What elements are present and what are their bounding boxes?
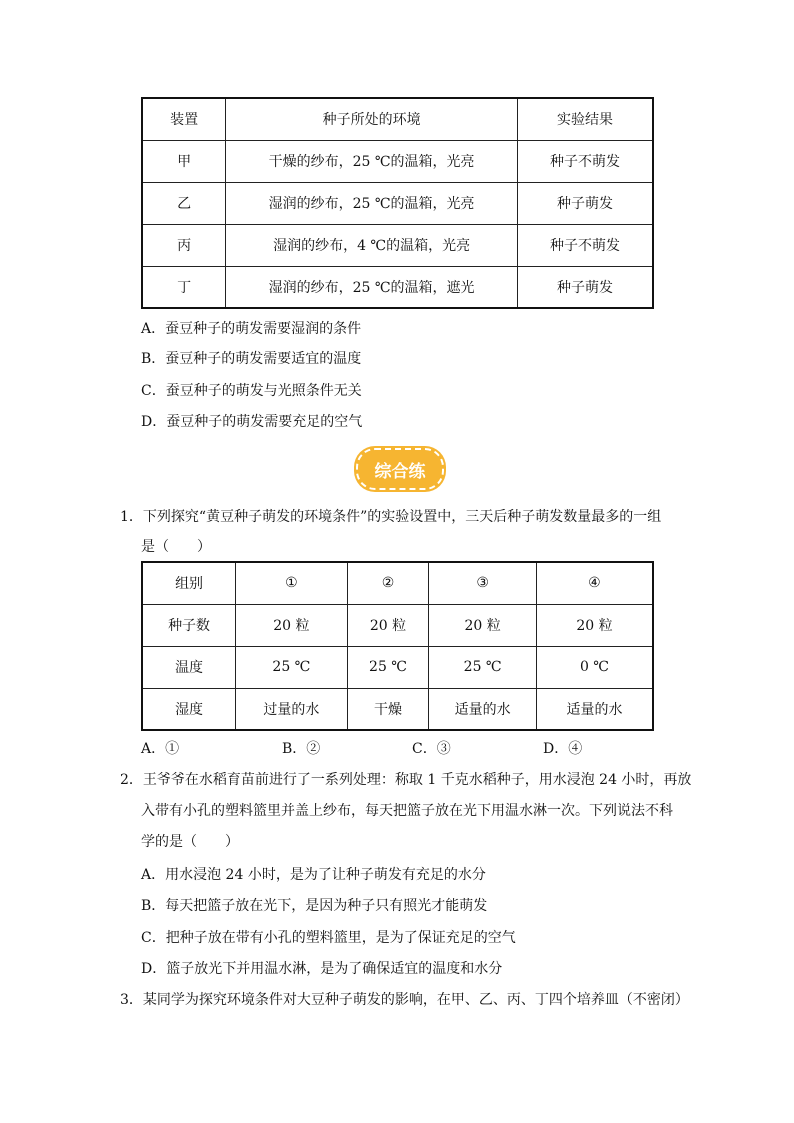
q2-option-d: D．篮子放光下并用温水淋，是为了确保适宜的温度和水分 [141,961,503,977]
question-1-text-cont: 是（ ） [141,539,211,555]
table-cell: 适量的水 [536,688,653,730]
table-cell: 20 粒 [429,604,537,646]
q1-option-d: D．④ [543,741,583,757]
section-badge: 综合练 [356,448,444,490]
table-row [142,688,653,730]
table-row [142,266,653,308]
table-header: 种子所处的环境 [226,98,518,140]
option-a: A．蚕豆种子的萌发需要湿润的条件 [141,321,362,337]
table-cell: 温度 [142,646,236,688]
table-cell: 适量的水 [429,688,537,730]
question-2-text: 2．王爷爷在水稻育苗前进行了一系列处理：称取 1 千克水稻种子，用水浸泡 24 小时，再放 [120,772,692,788]
table-cell: 湿度 [142,688,236,730]
q1-option-a: A．① [141,741,180,757]
option-b: B．蚕豆种子的萌发需要适宜的温度 [141,351,362,367]
option-c: C．蚕豆种子的萌发与光照条件无关 [141,383,362,399]
table-cell: 种子萌发 [518,266,653,308]
table-cell: 丙 [142,224,226,266]
experiment-table-2 [141,561,654,731]
option-d: D．蚕豆种子的萌发需要充足的空气 [141,414,363,430]
q2-option-c: C．把种子放在带有小孔的塑料篮里，是为了保证充足的空气 [141,930,516,946]
table-cell: 湿润的纱布，25 ℃的温箱，遮光 [226,266,518,308]
table-header: 装置 [142,98,226,140]
table-cell: 25 ℃ [236,646,348,688]
question-2-text-cont2: 学的是（ ） [141,834,239,850]
table-header: 实验结果 [518,98,653,140]
table-cell: 湿润的纱布，4 ℃的温箱，光亮 [226,224,518,266]
table-cell: 20 粒 [347,604,429,646]
table-row [142,182,653,224]
table-header: ① [236,562,348,604]
table-cell: 25 ℃ [347,646,429,688]
question-1-text: 1．下列探究“黄豆种子萌发的环境条件”的实验设置中，三天后种子萌发数量最多的一组 [120,509,662,525]
table-cell: 种子不萌发 [518,224,653,266]
table-cell: 20 粒 [536,604,653,646]
table-cell: 干燥的纱布，25 ℃的温箱，光亮 [226,140,518,182]
question-3-text: 3．某同学为探究环境条件对大豆种子萌发的影响，在甲、乙、丙、丁四个培养皿（不密闭） [120,992,689,1008]
table-cell: 0 ℃ [536,646,653,688]
table-row [142,604,653,646]
table-row [142,646,653,688]
q1-option-b: B．② [282,741,321,757]
table-cell: 乙 [142,182,226,224]
table-row [142,224,653,266]
table-header: 组别 [142,562,236,604]
q2-option-a: A．用水浸泡 24 小时，是为了让种子萌发有充足的水分 [141,867,486,883]
table-cell: 湿润的纱布，25 ℃的温箱，光亮 [226,182,518,224]
table-cell: 种子萌发 [518,182,653,224]
table-row [142,140,653,182]
q1-option-c: C．③ [412,741,451,757]
question-2-text-cont: 入带有小孔的塑料篮里并盖上纱布，每天把篮子放在光下用温水淋一次。下列说法不科 [141,803,673,819]
experiment-table-1 [141,97,654,309]
table-header: ② [347,562,429,604]
q2-option-b: B．每天把篮子放在光下，是因为种子只有照光才能萌发 [141,898,488,914]
table-cell: 干燥 [347,688,429,730]
table-cell: 甲 [142,140,226,182]
table-header: ③ [429,562,537,604]
table-cell: 20 粒 [236,604,348,646]
table-cell: 丁 [142,266,226,308]
table-cell: 过量的水 [236,688,348,730]
table-cell: 种子数 [142,604,236,646]
table-header: ④ [536,562,653,604]
table-cell: 种子不萌发 [518,140,653,182]
table-cell: 25 ℃ [429,646,537,688]
